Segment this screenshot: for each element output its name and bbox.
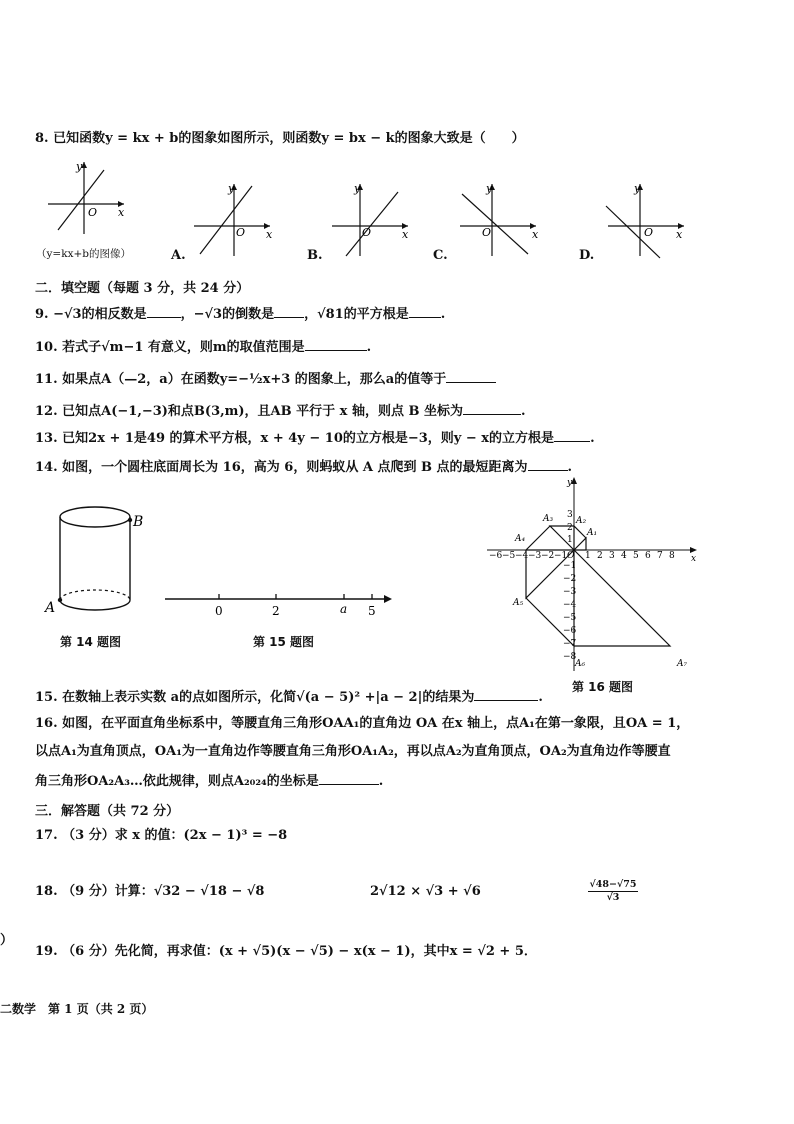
section-3-heading: 三．解答题（共 72 分） <box>35 804 180 819</box>
fig15-caption: 第 15 题图 <box>253 635 315 649</box>
q13 <box>35 429 595 447</box>
fig16-xtick: 4 <box>621 551 627 561</box>
fig16-point-a7: A₇ <box>677 659 688 669</box>
fig16-point-a6: A₆ <box>575 659 586 669</box>
q10-part1: 10. 若式子√m−1 有意义，则m的取值范围是 <box>35 340 305 355</box>
q14 <box>35 458 572 476</box>
opt-b-y: y <box>354 182 361 195</box>
q17: 17. （3 分）求 x 的值：(2x − 1)³ = −8 <box>35 828 288 843</box>
fig16-ytick: −2 <box>563 574 577 584</box>
fig16-ytick: 3 <box>567 510 573 520</box>
q9 <box>35 305 445 323</box>
fig15-number-line <box>160 585 400 625</box>
fig16-xtick: −6 <box>489 551 503 561</box>
q16-blank[interactable] <box>319 772 379 785</box>
q9-part1: 9. −√3的相反数是 <box>35 307 147 322</box>
q8-option-d-graph <box>604 180 694 260</box>
fig15-tick-0: 0 <box>215 604 223 618</box>
fig16-xtick: 1 <box>585 551 591 561</box>
fig14-label-a: A <box>45 600 56 616</box>
q18-part3 <box>588 879 638 903</box>
q8-given-y: y <box>76 160 83 173</box>
q14-blank[interactable] <box>528 458 568 471</box>
fig14-label-b: B <box>133 514 144 530</box>
fig16-point-a5: A₅ <box>513 598 524 608</box>
q9-blank-1[interactable] <box>147 305 181 318</box>
q12 <box>35 402 526 420</box>
fig16-xtick: O <box>567 551 575 561</box>
fig16-ytick: −6 <box>563 626 577 636</box>
q9-part2: ，−√3的倒数是 <box>180 307 275 322</box>
fig16-ytick: 2 <box>567 523 573 533</box>
q15-end: . <box>538 690 543 705</box>
q8-given-graph <box>44 158 134 238</box>
fig16-ytick: −8 <box>563 652 577 662</box>
q14-end: . <box>567 460 573 475</box>
q14-part1: 14. 如图，一个圆柱底面周长为 16，高为 6，则蚂蚁从 A 点爬到 B 点的最短距离为 <box>35 460 528 475</box>
q8-given-caption: （y=kx+b的图像） <box>36 248 132 260</box>
opt-b-o: O <box>362 226 372 239</box>
q13-blank[interactable] <box>554 429 590 442</box>
fig16-coordinate-graph <box>485 475 700 675</box>
fig16-axis-y: y <box>567 478 573 488</box>
q12-blank[interactable] <box>463 402 521 415</box>
q16-line3-text: 角三角形OA₂A₃…依此规律，则点A₂₀₂₄的坐标是 <box>35 774 319 789</box>
q8-option-a-graph <box>190 180 280 260</box>
opt-d-y: y <box>634 182 641 195</box>
fig16-xtick: 2 <box>597 551 603 561</box>
q16-line2: 以点A₁为直角顶点，OA₁为一直角边作等腰直角三角形OA₁A₂，再以点A₂为直角顶点，OA₂为直角边作等腰直 <box>35 744 671 759</box>
opt-c-o: O <box>482 226 492 239</box>
fig16-ytick: −1 <box>563 561 577 571</box>
opt-a-y: y <box>228 182 235 195</box>
q10-blank[interactable] <box>305 338 367 351</box>
page-footer: 二数学 第 1 页（共 2 页） <box>0 1002 154 1016</box>
q18-part2: 2√12 × √3 + √6 <box>370 884 481 899</box>
q13-end: . <box>590 431 595 446</box>
fig16-xtick: −2 <box>541 551 555 561</box>
fig16-xtick: −3 <box>528 551 542 561</box>
fig16-xtick: −5 <box>502 551 516 561</box>
q9-blank-2[interactable] <box>274 305 304 318</box>
fig15-tick-a: a <box>340 602 348 616</box>
fig15-tick-5: 5 <box>368 604 376 618</box>
fig16-xtick: −1 <box>554 551 568 561</box>
q8-text: 8. 已知函数y = kx + b的图象如图所示，则函数y = bx − k的图象大致是（ ） <box>35 131 525 146</box>
fig16-ytick: −5 <box>563 613 577 623</box>
q9-blank-3[interactable] <box>409 305 441 318</box>
q8-option-c-graph <box>456 180 546 260</box>
q11-part1: 11. 如果点A（—2，a）在函数y=−½x+3 的图象上，那么a的值等于 <box>35 372 447 387</box>
opt-c-y: y <box>486 182 493 195</box>
q8-option-a[interactable]: A. <box>171 248 186 263</box>
fig16-ytick: −3 <box>563 587 577 597</box>
q11-blank[interactable] <box>446 370 496 383</box>
fig16-xtick: 8 <box>669 551 675 561</box>
q8-option-b-graph <box>328 180 418 260</box>
q8-option-b[interactable]: B. <box>307 248 323 263</box>
fig16-point-a3: A₃ <box>543 514 554 524</box>
q13-part1: 13. 已知2x + 1是49 的算术平方根，x + 4y − 10的立方根是−3，则y − x的立方根是 <box>35 431 555 446</box>
opt-c-x: x <box>532 228 539 241</box>
q18-part3-denominator: √3 <box>606 892 620 903</box>
q16-line3 <box>35 772 383 790</box>
q15-part1: 15. 在数轴上表示实数 a的点如图所示，化简√(a − 5)² +|a − 2|的结果为 <box>35 690 475 705</box>
q9-part3: ，√81的平方根是 <box>304 307 409 322</box>
fig16-ytick: −7 <box>563 639 577 649</box>
opt-d-o: O <box>644 226 654 239</box>
fig16-xtick: 6 <box>645 551 651 561</box>
fig16-ytick: 1 <box>567 535 573 545</box>
q15 <box>35 688 543 706</box>
opt-d-x: x <box>676 228 683 241</box>
fig16-xtick: 5 <box>633 551 639 561</box>
q18-part1: 18. （9 分）计算：√32 − √18 − √8 <box>35 884 265 899</box>
q8-given-o: O <box>88 206 98 219</box>
fig16-point-a2: A₂ <box>576 516 587 526</box>
fig16-axis-x: x <box>691 554 697 564</box>
fig14-cylinder <box>40 500 150 620</box>
q16-line1: 16. 如图，在平面直角坐标系中，等腰直角三角形OAA₁的直角边 OA 在x 轴上，点A₁在第一象限，且OA = 1， <box>35 716 690 731</box>
q10 <box>35 338 371 356</box>
fig16-point-a4: A₄ <box>515 534 526 544</box>
fig14-caption: 第 14 题图 <box>60 635 122 649</box>
q16-end: . <box>378 774 384 789</box>
q19: 19. （6 分）先化简，再求值：(x + √5)(x − √5) − x(x − 1)，其中x = √2 + 5． <box>35 944 537 959</box>
fig16-ytick: −4 <box>563 600 577 610</box>
opt-a-o: O <box>236 226 246 239</box>
fig16-xtick: 7 <box>657 551 663 561</box>
fig16-xtick: −4 <box>515 551 529 561</box>
margin-mark: ） <box>0 933 14 948</box>
q12-part1: 12. 已知点A(−1,−3)和点B(3,m)，且AB 平行于 x 轴，则点 B 坐标为 <box>35 404 463 419</box>
fig16-xtick: 3 <box>609 551 615 561</box>
fig16-caption: 第 16 题图 <box>572 680 634 694</box>
opt-b-x: x <box>402 228 409 241</box>
q9-end: . <box>440 307 446 322</box>
fig16-point-a1: A₁ <box>587 528 598 538</box>
q8-option-c[interactable]: C. <box>433 248 448 263</box>
q8-given-x: x <box>118 206 125 219</box>
q15-blank[interactable] <box>474 688 538 701</box>
q10-end: . <box>366 340 372 355</box>
q11 <box>35 370 496 388</box>
q8-option-d[interactable]: D. <box>579 248 595 263</box>
q12-end: . <box>521 404 526 419</box>
section-2-heading: 二．填空题（每题 3 分，共 24 分） <box>35 281 250 296</box>
q18-part3-numerator: √48−√75 <box>589 879 637 890</box>
opt-a-x: x <box>266 228 273 241</box>
fig15-tick-2: 2 <box>272 604 280 618</box>
